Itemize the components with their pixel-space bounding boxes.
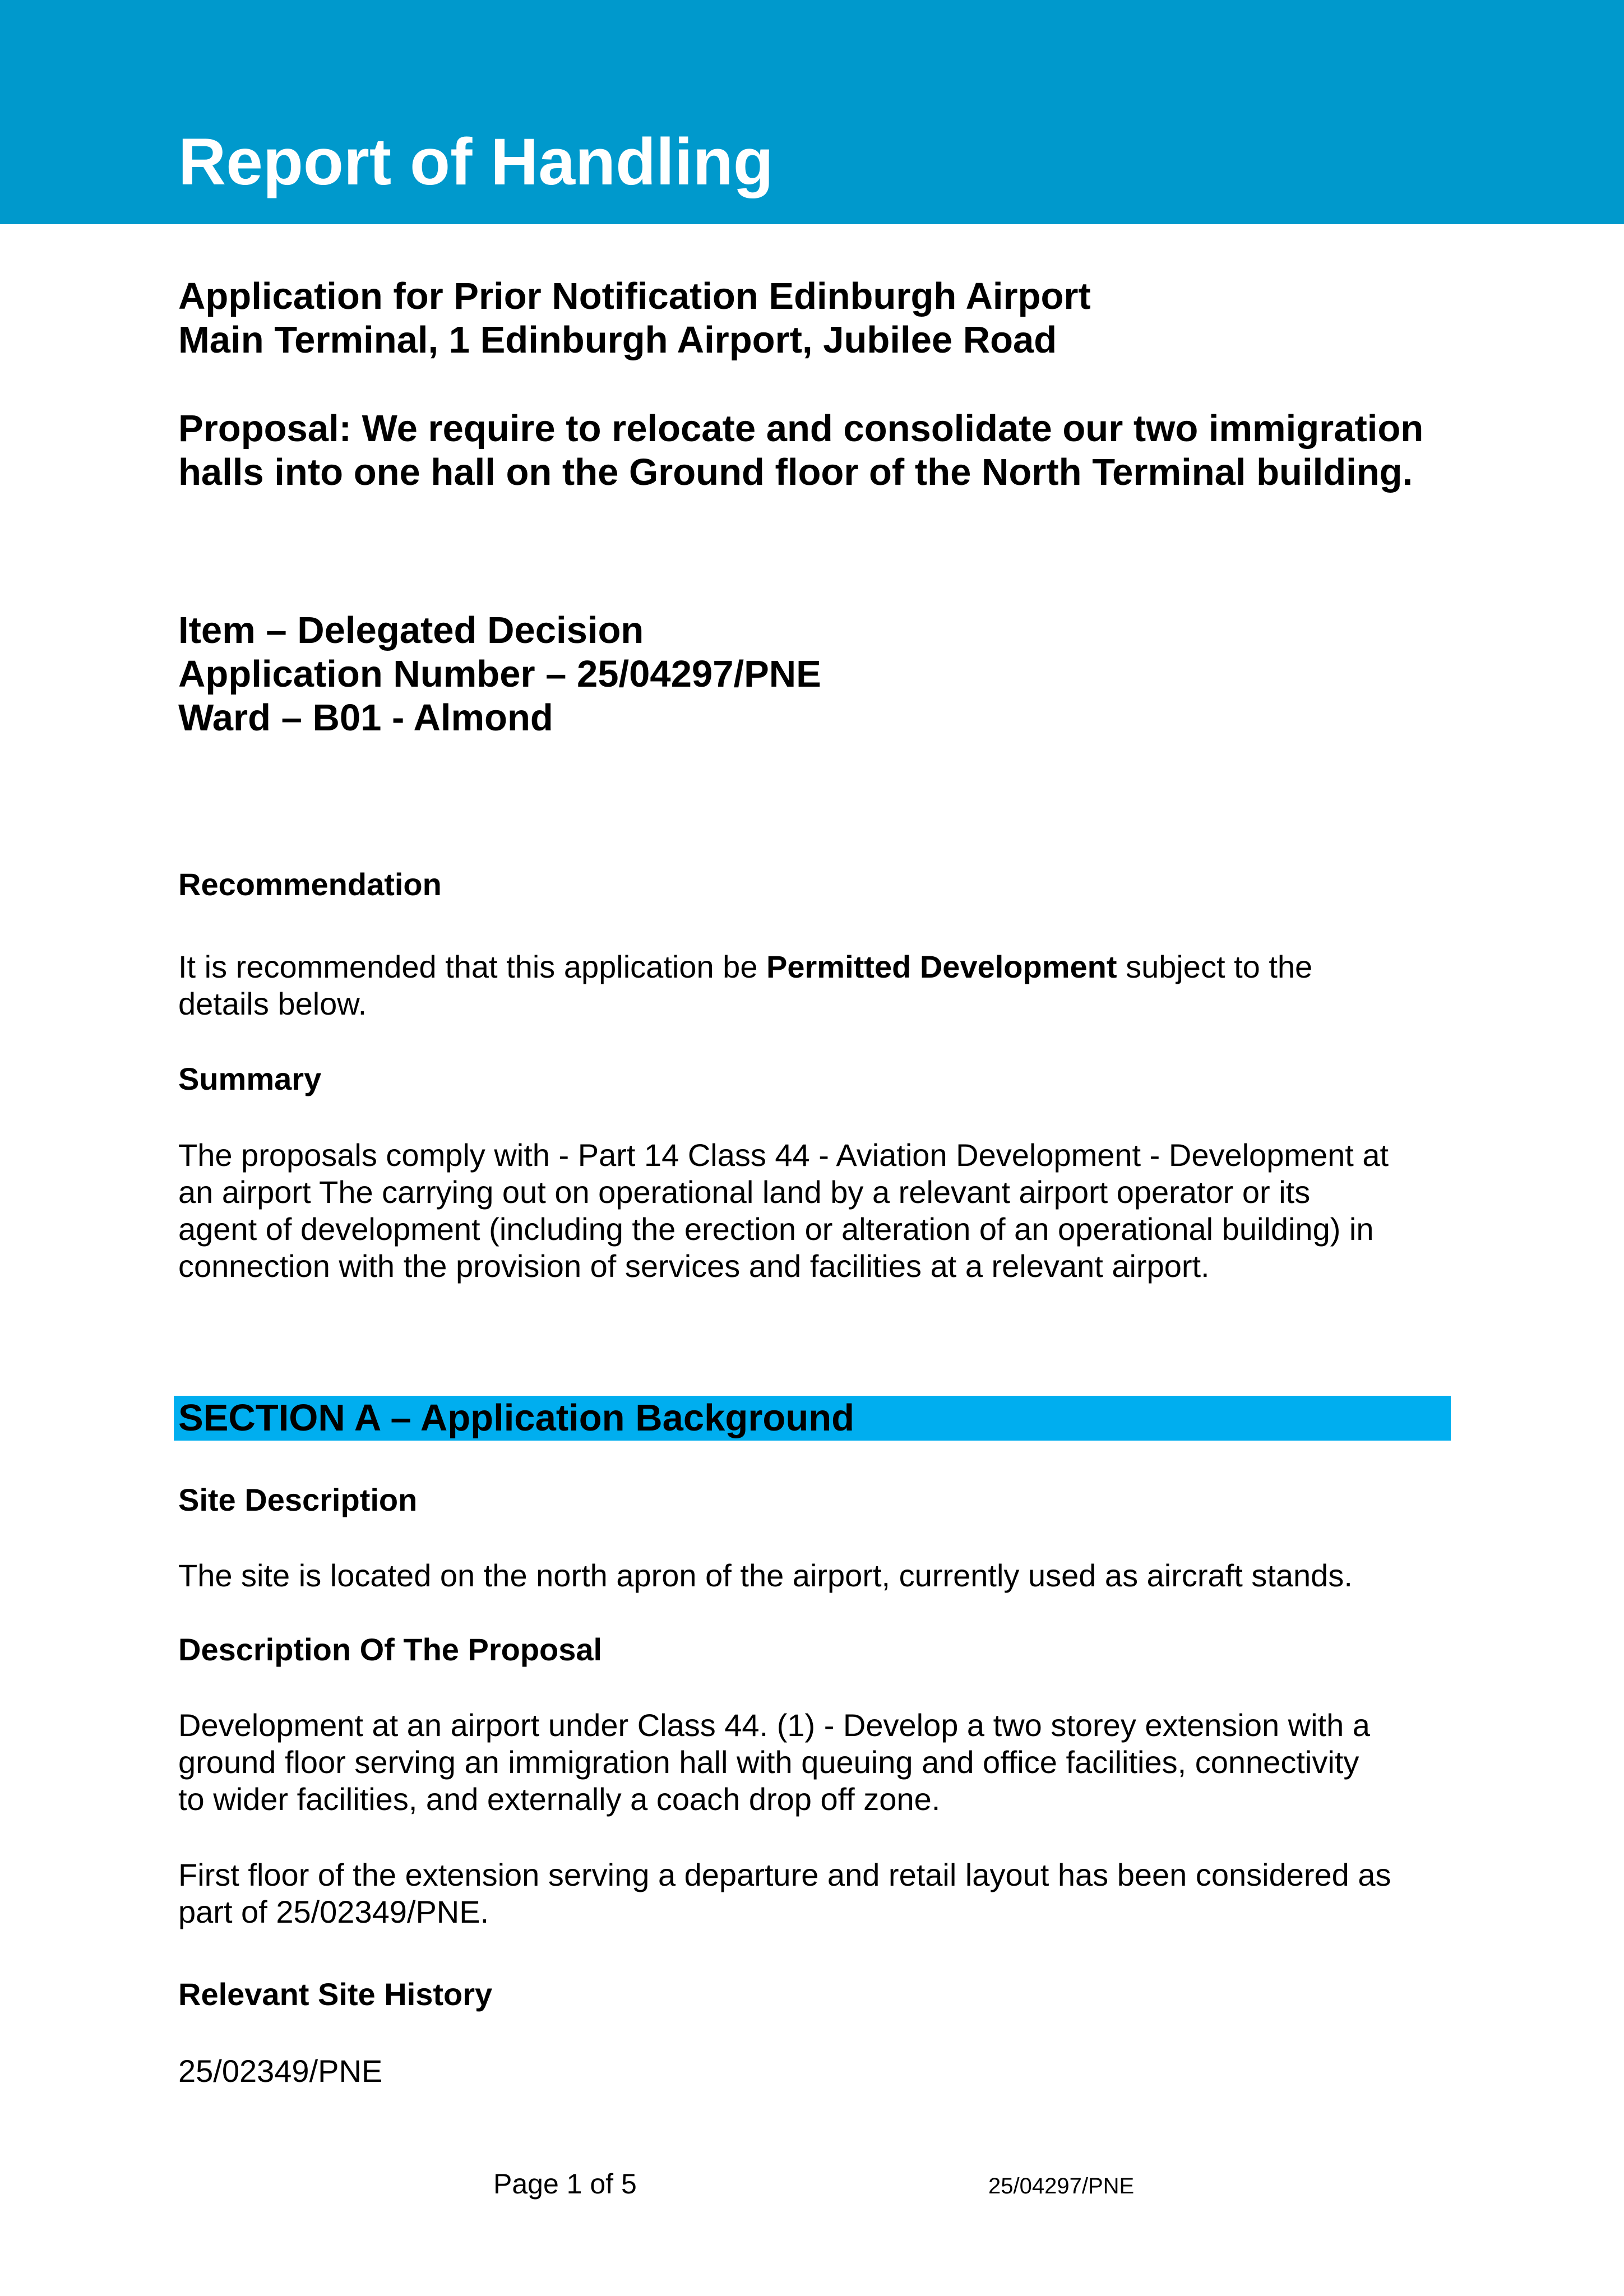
proposal-description-line: Development at an airport under Class 44. (1) - Develop a two storey extension with a <box>178 1707 1370 1743</box>
proposal-description-line: ground floor serving an immigration hall with queuing and office facilities, connectivity <box>178 1744 1359 1780</box>
proposal-description-line: to wider facilities, and externally a coach drop off zone. <box>178 1781 941 1817</box>
site-history-heading: Relevant Site History <box>178 1976 493 2012</box>
application-number: Application Number – 25/04297/PNE <box>178 653 821 695</box>
summary-line: connection with the provision of services and facilities at a relevant airport. <box>178 1248 1210 1284</box>
recommendation-text: It is recommended that this application be Permitted Development subject to the <box>178 949 1313 984</box>
recommendation-heading: Recommendation <box>178 867 442 902</box>
ward: Ward – B01 - Almond <box>178 697 553 739</box>
proposal-description-heading: Description Of The Proposal <box>178 1632 603 1667</box>
site-description-text: The site is located on the north apron of the airport, currently used as aircraft stands. <box>178 1558 1353 1593</box>
recommendation-text-line-2: details below. <box>178 986 367 1021</box>
report-title: Report of Handling <box>178 125 774 199</box>
recommendation-decision: Permitted Development <box>766 949 1117 984</box>
proposal-description-line: First floor of the extension serving a departure and retail layout has been considered as <box>178 1857 1391 1892</box>
proposal-line-1: Proposal: We require to relocate and consolidate our two immigration <box>178 408 1424 450</box>
summary-line: agent of development (including the erection or alteration of an operational building) in <box>178 1211 1374 1247</box>
summary-heading: Summary <box>178 1061 322 1096</box>
page-number: Page 1 of 5 <box>493 2168 637 2200</box>
site-history-text: 25/02349/PNE <box>178 2053 383 2089</box>
section-a-header <box>174 1396 1451 1441</box>
application-line-2: Main Terminal, 1 Edinburgh Airport, Jubilee Road <box>178 319 1057 361</box>
application-line-1: Application for Prior Notification Edinburgh Airport <box>178 275 1091 317</box>
header-banner <box>0 0 1624 224</box>
summary-line: The proposals comply with - Part 14 Class 44 - Aviation Development - Development at <box>178 1137 1389 1173</box>
summary-line: an airport The carrying out on operational land by a relevant airport operator or its <box>178 1174 1311 1210</box>
section-a-title: SECTION A – Application Background <box>178 1397 855 1439</box>
proposal-line-2: halls into one hall on the Ground floor of the North Terminal building. <box>178 451 1413 493</box>
item-decision: Item – Delegated Decision <box>178 609 644 651</box>
site-description-heading: Site Description <box>178 1482 418 1517</box>
proposal-description-line: part of 25/02349/PNE. <box>178 1894 489 1929</box>
footer-reference: 25/04297/PNE <box>988 2174 1135 2198</box>
